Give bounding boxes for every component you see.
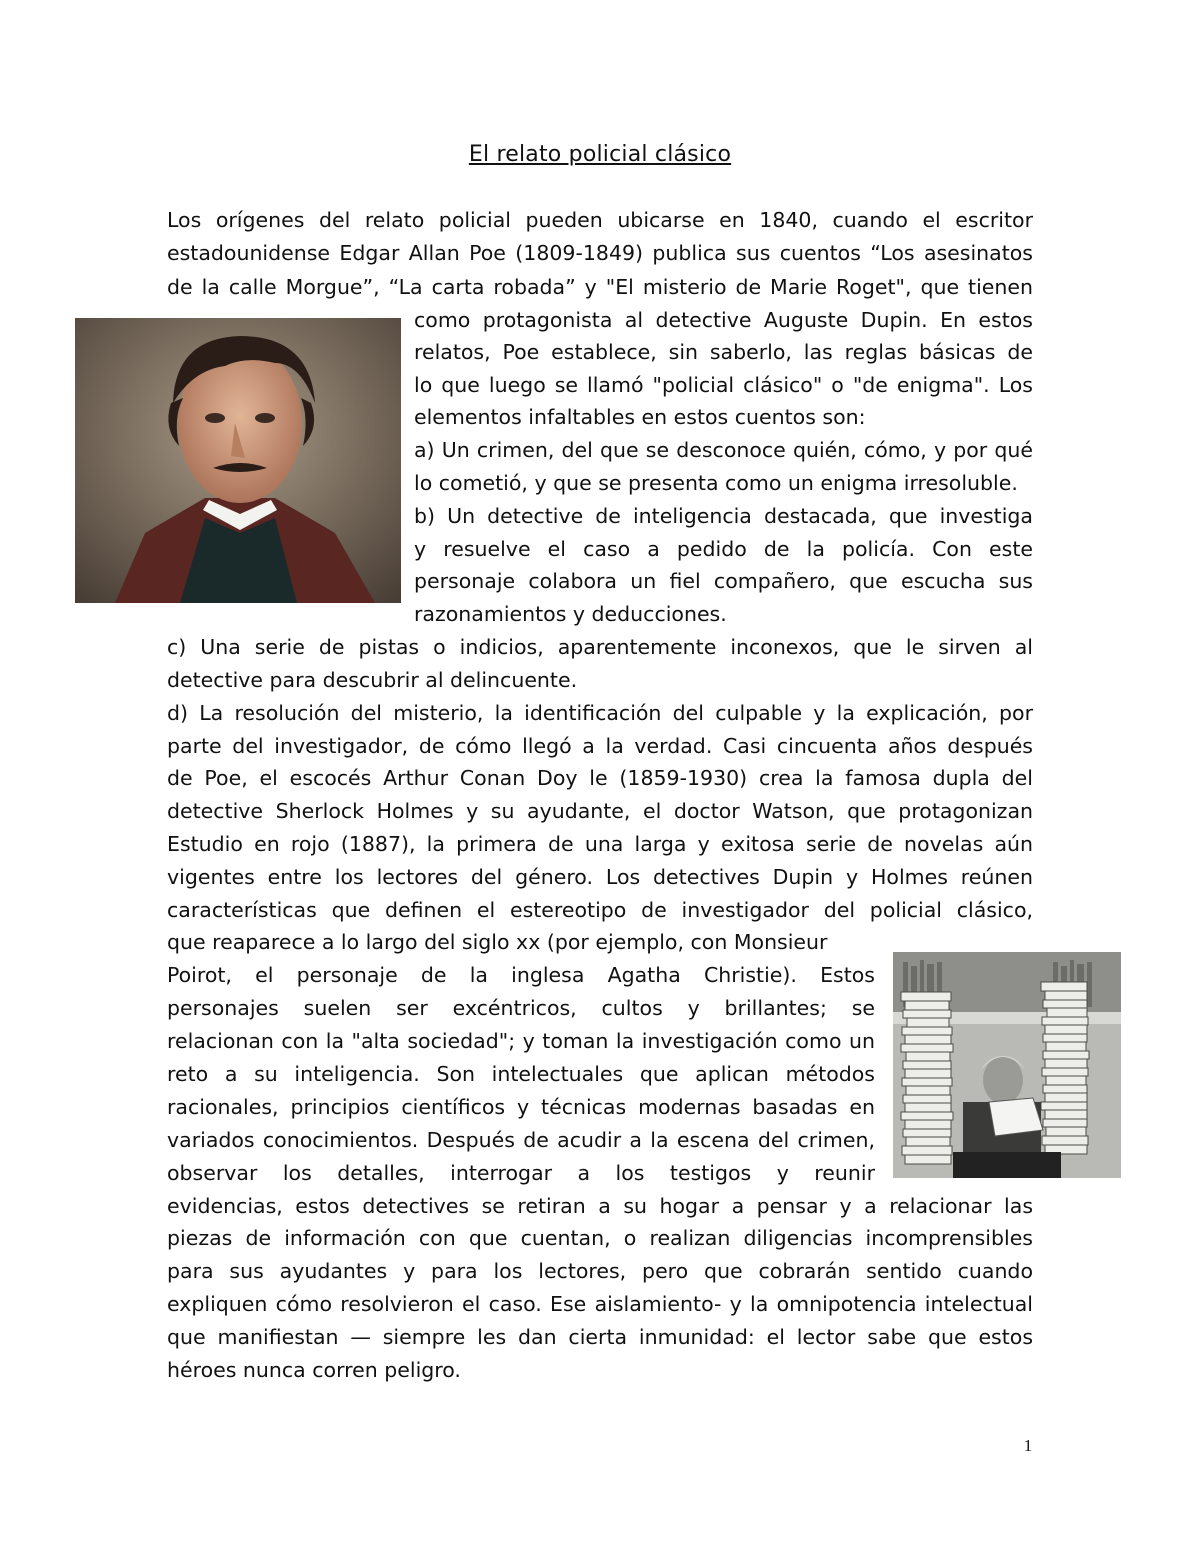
paragraph-line: Estudio en rojo (1887), la primera de una larga y exitosa serie de novelas aún bbox=[167, 832, 1033, 856]
agatha-christie-photo bbox=[893, 952, 1121, 1178]
paragraph-line: personajes suelen ser excéntricos, cultos y brillantes; se bbox=[167, 996, 875, 1020]
paragraph-line: expliquen cómo resolvieron el caso. Ese aislamiento- y la omnipotencia intelectual bbox=[167, 1292, 1033, 1316]
paragraph-line: que reaparece a lo largo del siglo xx (por ejemplo, con Monsieur bbox=[167, 930, 828, 954]
document-title: El relato policial clásico bbox=[468, 142, 732, 167]
paragraph-line: detective Sherlock Holmes y su ayudante, el doctor Watson, que protagonizan bbox=[167, 799, 1033, 823]
paragraph-line: Poirot, el personaje de la inglesa Agatha Christie). Estos bbox=[167, 963, 875, 987]
list-item-line: razonamientos y deducciones. bbox=[414, 602, 727, 626]
page-number: 1 bbox=[1023, 1436, 1033, 1455]
paragraph-line: reto a su inteligencia. Son intelectuales que aplican métodos bbox=[167, 1062, 875, 1086]
paragraph-line: relatos, Poe establece, sin saberlo, las reglas básicas de bbox=[414, 340, 1033, 364]
paragraph-line: observar los detalles, interrogar a los testigos y reunir bbox=[167, 1161, 875, 1185]
paragraph-line: lo que luego se llamó "policial clásico" o "de enigma". Los bbox=[414, 373, 1033, 397]
paragraph-line: piezas de información con que cuentan, o realizan diligencias incomprensibles bbox=[167, 1226, 1033, 1250]
paragraph-line: evidencias, estos detectives se retiran a su hogar a pensar y a relacionar las bbox=[167, 1194, 1033, 1218]
paragraph-line: vigentes entre los lectores del género. Los detectives Dupin y Holmes reúnen bbox=[167, 865, 1033, 889]
paragraph-line: parte del investigador, de cómo llegó a la verdad. Casi cincuenta años después bbox=[167, 734, 1033, 758]
paragraph-line: relacionan con la "alta sociedad"; y toman la investigación como un bbox=[167, 1029, 875, 1053]
paragraph-line: de Poe, el escocés Arthur Conan Doy le (1859-1930) crea la famosa dupla del bbox=[167, 766, 1033, 790]
list-item-line: y resuelve el caso a pedido de la policía. Con este bbox=[414, 537, 1033, 561]
paragraph-line: variados conocimientos. Después de acudir a la escena del crimen, bbox=[167, 1128, 875, 1152]
list-item-line: d) La resolución del misterio, la identificación del culpable y la explicación, por bbox=[167, 701, 1033, 725]
edgar-allan-poe-portrait bbox=[75, 318, 401, 603]
paragraph-line: racionales, principios científicos y técnicas modernas basadas en bbox=[167, 1095, 875, 1119]
paragraph-line: estadounidense Edgar Allan Poe (1809-1849) publica sus cuentos “Los asesinatos bbox=[167, 241, 1033, 265]
paragraph-line: de la calle Morgue”, “La carta robada” y "El misterio de Marie Roget", que tienen bbox=[167, 275, 1033, 299]
list-item-line: c) Una serie de pistas o indicios, aparentemente inconexos, que le sirven al bbox=[167, 635, 1033, 659]
list-item-line: b) Un detective de inteligencia destacada, que investiga bbox=[414, 504, 1033, 528]
list-item-line: detective para descubrir al delincuente. bbox=[167, 668, 578, 692]
paragraph-line: que manifiestan — siempre les dan cierta inmunidad: el lector sabe que estos bbox=[167, 1325, 1033, 1349]
list-item-line: personaje colabora un fiel compañero, que escucha sus bbox=[414, 569, 1033, 593]
paragraph-line: características que definen el estereotipo de investigador del policial clásico, bbox=[167, 898, 1033, 922]
paragraph-line: héroes nunca corren peligro. bbox=[167, 1358, 461, 1382]
paragraph-line: para sus ayudantes y para los lectores, pero que cobrarán sentido cuando bbox=[167, 1259, 1033, 1283]
paragraph-line: como protagonista al detective Auguste Dupin. En estos bbox=[414, 308, 1033, 332]
paragraph-line: Los orígenes del relato policial pueden ubicarse en 1840, cuando el escritor bbox=[167, 208, 1033, 232]
list-item-line: a) Un crimen, del que se desconoce quién, cómo, y por qué bbox=[414, 438, 1033, 462]
list-item-line: lo cometió, y que se presenta como un enigma irresoluble. bbox=[414, 471, 1018, 495]
paragraph-line: elementos infaltables en estos cuentos son: bbox=[414, 405, 866, 429]
